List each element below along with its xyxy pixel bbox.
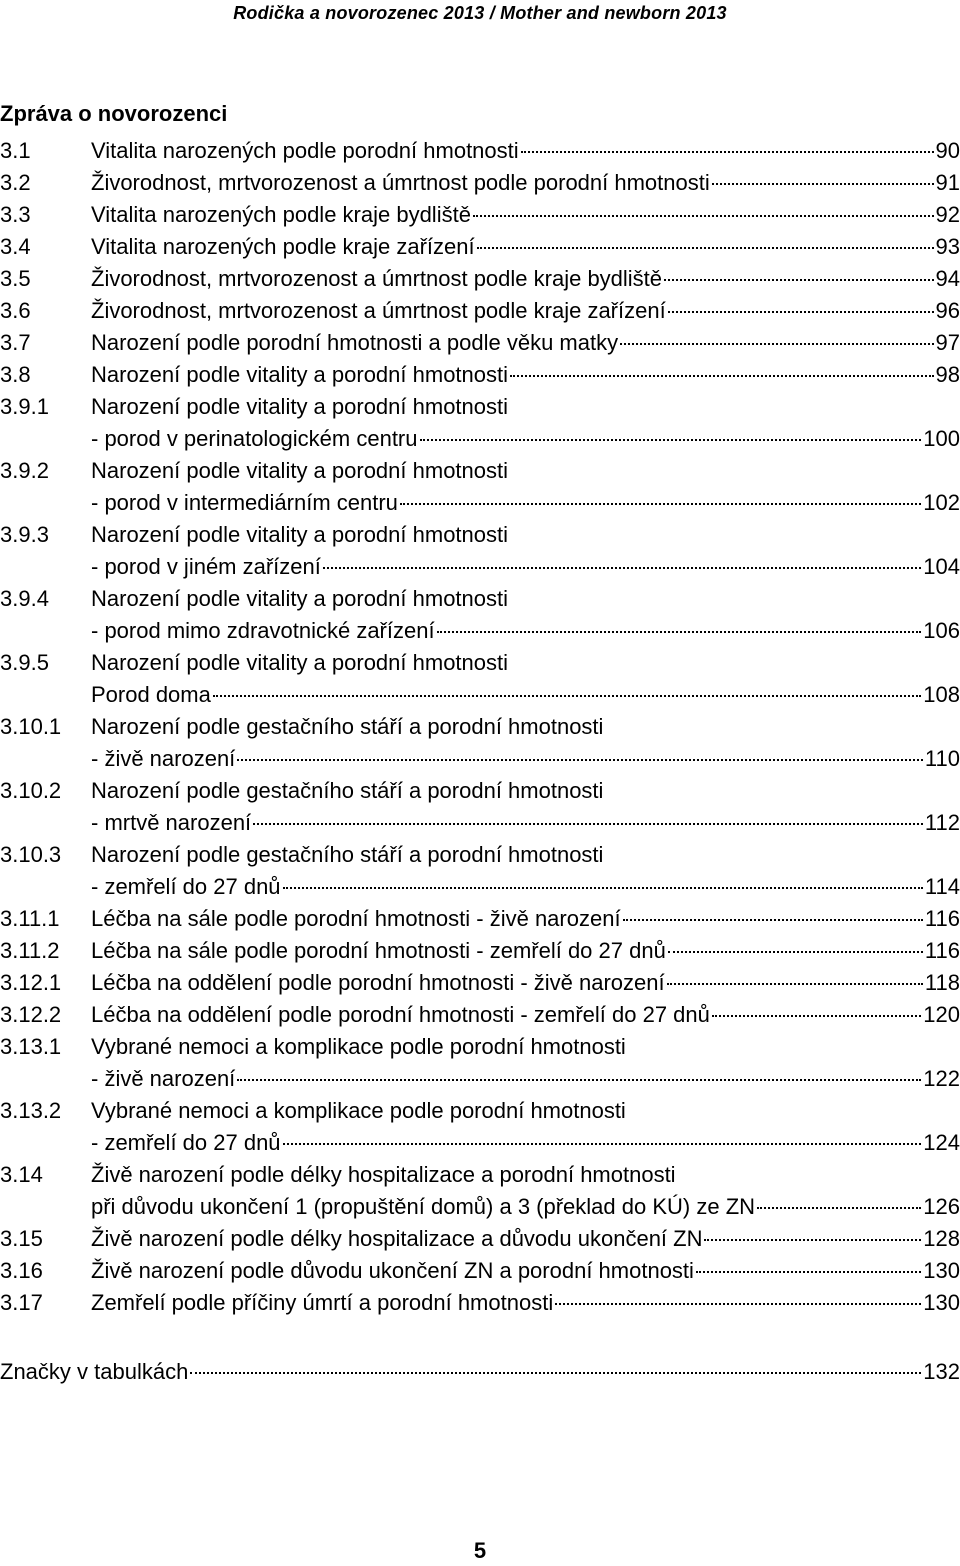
toc-entry-page: 132 bbox=[923, 1359, 960, 1384]
toc-entry-number: 3.5 bbox=[0, 266, 31, 291]
toc-entry-text: Narození podle vitality a porodní hmotnosti bbox=[91, 586, 509, 611]
toc-entry-line bbox=[0, 1095, 960, 1127]
toc-entry-text: - porod v perinatologickém centru bbox=[91, 426, 418, 451]
toc-entry-line bbox=[0, 775, 960, 807]
toc-entry-text: Vitalita narozených podle porodní hmotnosti bbox=[91, 138, 519, 163]
toc-entry-text: při důvodu ukončení 1 (propuštění domů) a 3 (překlad do KÚ) ze ZN bbox=[91, 1194, 756, 1219]
dot-leader bbox=[555, 1303, 921, 1305]
toc-entry[interactable] bbox=[0, 1031, 960, 1095]
toc-entry-line bbox=[0, 807, 960, 839]
toc-entry-page: 96 bbox=[935, 298, 960, 323]
toc-entry[interactable] bbox=[0, 519, 960, 583]
toc-entry-text: Narození podle vitality a porodní hmotnosti bbox=[91, 394, 509, 419]
toc-entry-text: Narození podle vitality a porodní hmotnosti bbox=[91, 650, 509, 675]
toc-entry-line bbox=[0, 1031, 960, 1063]
toc-entry-text: Léčba na sále podle porodní hmotnosti - zemřelí do 27 dnů bbox=[91, 938, 666, 963]
dot-leader bbox=[667, 983, 923, 985]
toc-entry-number: 3.12.1 bbox=[0, 970, 62, 995]
toc-entry-text: Živě narození podle délky hospitalizace a důvodu ukončení ZN bbox=[91, 1226, 703, 1251]
toc-entry-line bbox=[0, 327, 960, 359]
toc-entry-line bbox=[0, 711, 960, 743]
toc-entry-text: Živě narození podle délky hospitalizace a porodní hmotnosti bbox=[91, 1162, 676, 1187]
dot-leader bbox=[668, 311, 934, 313]
dot-leader bbox=[237, 759, 923, 761]
toc-entry[interactable] bbox=[0, 1223, 960, 1255]
toc-entry-number: 3.9.4 bbox=[0, 586, 49, 611]
toc-entry[interactable] bbox=[0, 295, 960, 327]
dot-leader bbox=[757, 1207, 921, 1209]
toc-entry-line bbox=[0, 1255, 960, 1287]
dot-leader bbox=[620, 343, 933, 345]
dot-leader bbox=[213, 695, 921, 697]
toc-entry-text: Léčba na oddělení podle porodní hmotnosti - živě narození bbox=[91, 970, 665, 995]
toc-entry-line bbox=[0, 1159, 960, 1191]
toc-entry-page: 98 bbox=[935, 362, 960, 387]
toc-entry-page: 93 bbox=[935, 234, 960, 259]
toc-entry-page: 122 bbox=[923, 1066, 960, 1091]
toc-entry[interactable] bbox=[0, 231, 960, 263]
toc-entry-number: 3.10.1 bbox=[0, 714, 62, 739]
toc-entry-page: 102 bbox=[923, 490, 960, 515]
toc-entry-marks[interactable] bbox=[0, 1356, 960, 1388]
dot-leader bbox=[437, 631, 922, 633]
toc-entry[interactable] bbox=[0, 999, 960, 1031]
toc-entry-text: Léčba na sále podle porodní hmotnosti - živě narození bbox=[91, 906, 621, 931]
toc-entry-line bbox=[0, 903, 960, 935]
toc-entry-page: 116 bbox=[924, 906, 960, 931]
toc-entry-line bbox=[0, 295, 960, 327]
toc-entry-line bbox=[0, 551, 960, 583]
toc-entry-page: 97 bbox=[935, 330, 960, 355]
toc-entry-text: Narození podle gestačního stáří a porodní hmotnosti bbox=[91, 714, 604, 739]
toc-entry[interactable] bbox=[0, 903, 960, 935]
toc-entry-number: 3.11.1 bbox=[0, 906, 60, 931]
dot-leader bbox=[668, 951, 923, 953]
toc-entry-number: 3.10.2 bbox=[0, 778, 62, 803]
section-title: Zpráva o novorozenci bbox=[0, 101, 228, 126]
toc-entry-line bbox=[0, 583, 960, 615]
toc-entry[interactable] bbox=[0, 455, 960, 519]
toc-entry-number: 3.11.2 bbox=[0, 938, 60, 963]
toc-entry-line bbox=[0, 839, 960, 871]
dot-leader bbox=[283, 887, 923, 889]
toc-entry-number: 3.13.1 bbox=[0, 1034, 62, 1059]
toc-entry-number: 3.12.2 bbox=[0, 1002, 62, 1027]
toc-entry-page: 120 bbox=[923, 1002, 960, 1027]
toc-entry-line bbox=[0, 935, 960, 967]
toc-entry[interactable] bbox=[0, 839, 960, 903]
toc-entry-page: 116 bbox=[924, 938, 960, 963]
toc-entry-number: 3.9.3 bbox=[0, 522, 49, 547]
toc-entry-number: 3.14 bbox=[0, 1162, 43, 1187]
dot-leader bbox=[696, 1271, 921, 1273]
toc-entry-text: Vybrané nemoci a komplikace podle porodní hmotnosti bbox=[91, 1098, 626, 1123]
dot-leader bbox=[664, 279, 933, 281]
dot-leader bbox=[400, 503, 921, 505]
dot-leader bbox=[237, 1079, 921, 1081]
toc-entry-line bbox=[0, 743, 960, 775]
toc-entry[interactable] bbox=[0, 327, 960, 359]
toc-entry-number: 3.9.5 bbox=[0, 650, 49, 675]
dot-leader bbox=[712, 183, 934, 185]
toc-entry-text: - zemřelí do 27 dnů bbox=[91, 1130, 281, 1155]
toc-entry-line bbox=[0, 999, 960, 1031]
toc-entry-line bbox=[0, 679, 960, 711]
toc-entry-number: 3.2 bbox=[0, 170, 31, 195]
toc-entry-page: 114 bbox=[924, 874, 960, 899]
toc-entry-number: 3.9.1 bbox=[0, 394, 49, 419]
toc-entry-text: Vitalita narozených podle kraje bydliště bbox=[91, 202, 471, 227]
toc-entry-text: Narození podle vitality a porodní hmotnosti bbox=[91, 362, 509, 387]
toc-entry-page: 128 bbox=[923, 1226, 960, 1251]
toc-entry-text: - porod mimo zdravotnické zařízení bbox=[91, 618, 435, 643]
toc-entry-page: 106 bbox=[923, 618, 960, 643]
toc-entry-page: 92 bbox=[935, 202, 960, 227]
toc-entry-line bbox=[0, 359, 960, 391]
toc-entry-text: - živě narození bbox=[91, 746, 236, 771]
toc-entry-line bbox=[0, 167, 960, 199]
toc-entry-line bbox=[0, 263, 960, 295]
toc-entry-text: Narození podle vitality a porodní hmotnosti bbox=[91, 458, 509, 483]
toc-entry-text: Značky v tabulkách bbox=[0, 1359, 189, 1384]
toc-entry[interactable] bbox=[0, 775, 960, 839]
toc-entry[interactable] bbox=[0, 935, 960, 967]
toc-entry-page: 104 bbox=[923, 554, 960, 579]
toc-entry[interactable] bbox=[0, 391, 960, 455]
running-header: Rodička a novorozenec 2013 / Mother and newborn 2013 bbox=[233, 3, 727, 23]
dot-leader bbox=[323, 567, 921, 569]
toc-entry-number: 3.13.2 bbox=[0, 1098, 62, 1123]
toc-entry[interactable] bbox=[0, 1159, 960, 1223]
table-of-contents bbox=[0, 135, 960, 1319]
toc-entry-line bbox=[0, 231, 960, 263]
toc-entry[interactable] bbox=[0, 1287, 960, 1319]
toc-entry-number: 3.4 bbox=[0, 234, 31, 259]
dot-leader bbox=[623, 919, 923, 921]
toc-entry-text: Vybrané nemoci a komplikace podle porodní hmotnosti bbox=[91, 1034, 626, 1059]
toc-entry-line bbox=[0, 519, 960, 551]
toc-entry-line bbox=[0, 615, 960, 647]
toc-entry-page: 110 bbox=[924, 746, 960, 771]
toc-entry-page: 124 bbox=[923, 1130, 960, 1155]
toc-entry[interactable] bbox=[0, 263, 960, 295]
toc-entry-number: 3.3 bbox=[0, 202, 31, 227]
toc-entry[interactable] bbox=[0, 199, 960, 231]
toc-entry-line bbox=[0, 1191, 960, 1223]
dot-leader bbox=[283, 1143, 922, 1145]
toc-entry-page: 112 bbox=[924, 810, 960, 835]
toc-entry-line bbox=[0, 455, 960, 487]
toc-entry-line bbox=[0, 1223, 960, 1255]
toc-entry-line bbox=[0, 1287, 960, 1319]
toc-entry-number: 3.10.3 bbox=[0, 842, 62, 867]
page-number: 5 bbox=[473, 1538, 487, 1563]
toc-entry-page: 130 bbox=[923, 1258, 960, 1283]
toc-entry-page: 100 bbox=[923, 426, 960, 451]
toc-entry-text: Narození podle porodní hmotnosti a podle věku matky bbox=[91, 330, 619, 355]
toc-entry-line bbox=[0, 871, 960, 903]
dot-leader bbox=[510, 375, 934, 377]
toc-entry-number: 3.1 bbox=[0, 138, 31, 163]
dot-leader bbox=[704, 1239, 921, 1241]
toc-entry-line bbox=[0, 391, 960, 423]
toc-entry-line bbox=[0, 487, 960, 519]
toc-entry-line bbox=[0, 423, 960, 455]
toc-entry-number: 3.7 bbox=[0, 330, 31, 355]
toc-entry-text: Narození podle vitality a porodní hmotnosti bbox=[91, 522, 509, 547]
toc-entry-page: 130 bbox=[923, 1290, 960, 1315]
toc-entry[interactable] bbox=[0, 1095, 960, 1159]
toc-entry-number: 3.8 bbox=[0, 362, 31, 387]
toc-entry-text: Živorodnost, mrtvorozenost a úmrtnost podle kraje zařízení bbox=[91, 298, 666, 323]
toc-entry-text: Porod doma bbox=[91, 682, 211, 707]
toc-entry-page: 90 bbox=[935, 138, 960, 163]
toc-entry-line bbox=[0, 1127, 960, 1159]
toc-entry[interactable] bbox=[0, 1255, 960, 1287]
toc-entry-line bbox=[0, 647, 960, 679]
dot-leader bbox=[190, 1372, 921, 1374]
toc-entry-text: Zemřelí podle příčiny úmrtí a porodní hmotnosti bbox=[91, 1290, 554, 1315]
toc-entry-line bbox=[0, 199, 960, 231]
toc-entry-text: - porod v intermediárním centru bbox=[91, 490, 398, 515]
toc-entry-page: 126 bbox=[923, 1194, 960, 1219]
toc-entry[interactable] bbox=[0, 359, 960, 391]
toc-entry-text: Léčba na oddělení podle porodní hmotnosti - zemřelí do 27 dnů bbox=[91, 1002, 710, 1027]
toc-entry-number: 3.15 bbox=[0, 1226, 43, 1251]
dot-leader bbox=[477, 247, 934, 249]
toc-entry-page: 118 bbox=[924, 970, 960, 995]
toc-entry-number: 3.16 bbox=[0, 1258, 43, 1283]
dot-leader bbox=[712, 1015, 921, 1017]
toc-entry-text: - zemřelí do 27 dnů bbox=[91, 874, 281, 899]
toc-entry-text: Živorodnost, mrtvorozenost a úmrtnost podle porodní hmotnosti bbox=[91, 170, 710, 195]
toc-entry[interactable] bbox=[0, 135, 960, 167]
dot-leader bbox=[253, 823, 923, 825]
toc-entry-page: 94 bbox=[935, 266, 960, 291]
toc-entry[interactable] bbox=[0, 967, 960, 999]
toc-entry-number: 3.6 bbox=[0, 298, 31, 323]
toc-entry-text: Narození podle gestačního stáří a porodní hmotnosti bbox=[91, 842, 604, 867]
toc-entry[interactable] bbox=[0, 167, 960, 199]
toc-entry[interactable] bbox=[0, 711, 960, 775]
toc-entry-text: - živě narození bbox=[91, 1066, 236, 1091]
dot-leader bbox=[420, 439, 922, 441]
toc-entry-line bbox=[0, 1063, 960, 1095]
toc-entry-number: 3.9.2 bbox=[0, 458, 49, 483]
toc-entry-line bbox=[0, 967, 960, 999]
toc-entry-page: 108 bbox=[923, 682, 960, 707]
dot-leader bbox=[521, 151, 934, 153]
toc-entry-text: Vitalita narozených podle kraje zařízení bbox=[91, 234, 475, 259]
toc-entry-number: 3.17 bbox=[0, 1290, 43, 1315]
toc-entry-text: Živorodnost, mrtvorozenost a úmrtnost podle kraje bydliště bbox=[91, 266, 663, 291]
toc-entry-page: 91 bbox=[935, 170, 960, 195]
toc-entry-text: Živě narození podle důvodu ukončení ZN a porodní hmotnosti bbox=[91, 1258, 694, 1283]
toc-entry-text: - porod v jiném zařízení bbox=[91, 554, 321, 579]
toc-entry[interactable] bbox=[0, 647, 960, 711]
toc-entry-line bbox=[0, 135, 960, 167]
dot-leader bbox=[473, 215, 934, 217]
toc-entry[interactable] bbox=[0, 583, 960, 647]
toc-entry-text: Narození podle gestačního stáří a porodní hmotnosti bbox=[91, 778, 604, 803]
toc-entry-text: - mrtvě narození bbox=[91, 810, 252, 835]
